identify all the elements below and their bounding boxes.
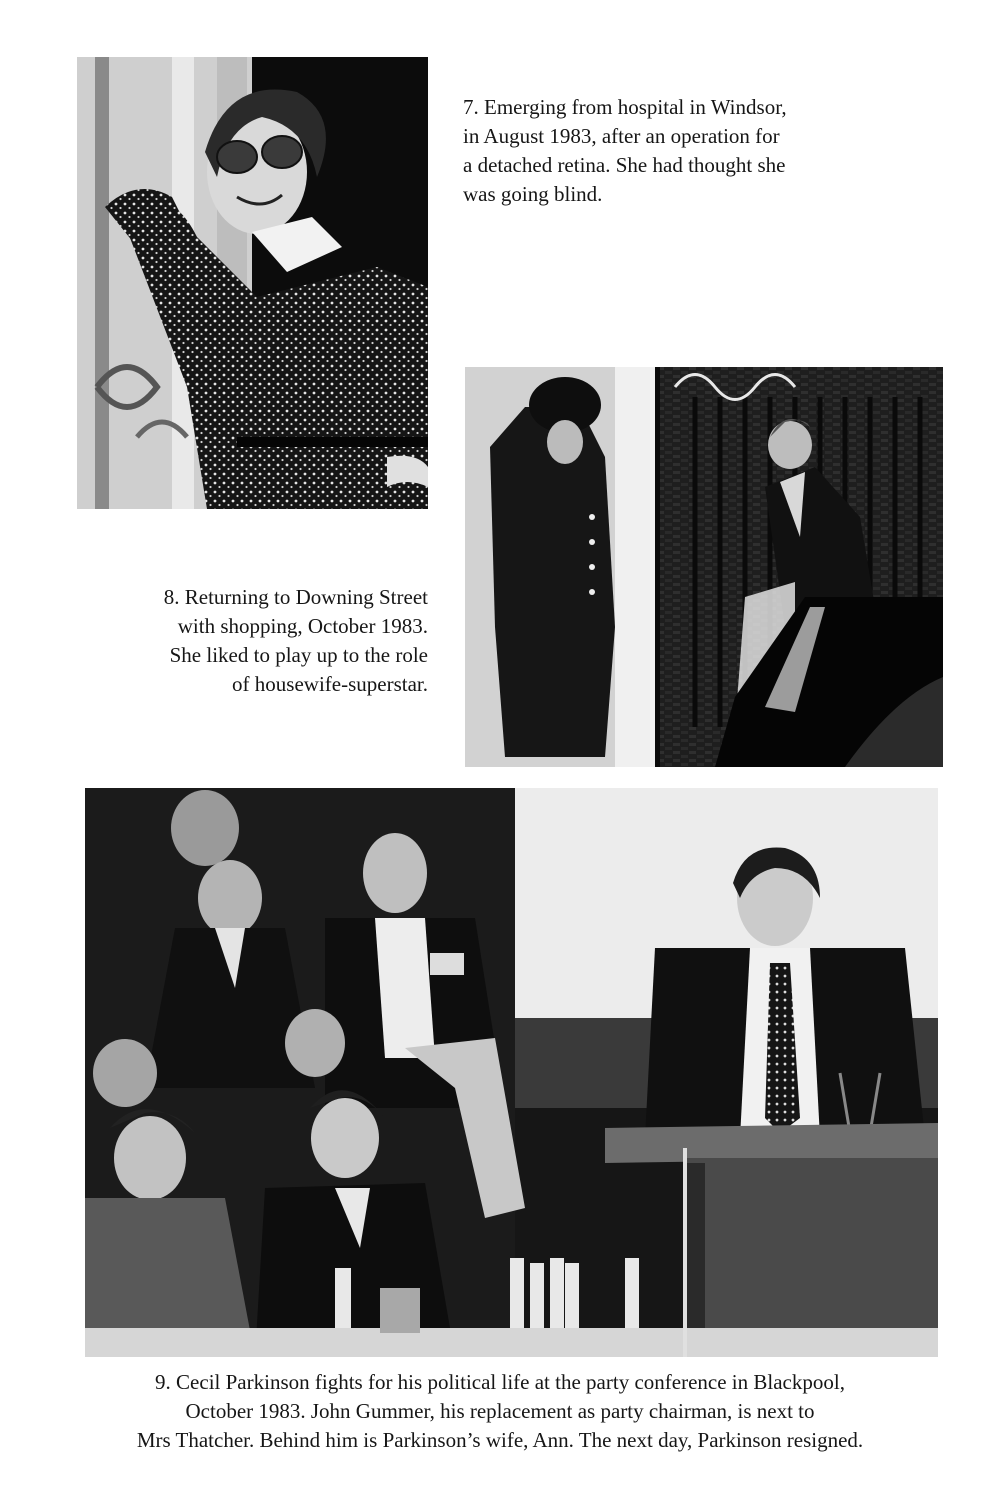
- caption-photo-7: [463, 93, 863, 209]
- caption-line: 9. Cecil Parkinson fights for his political life at the party conference in Blackpool,: [155, 1370, 845, 1394]
- caption-line: 8. Returning to Downing Street: [163, 585, 428, 609]
- caption-line: 7. Emerging from hospital in Windsor,: [463, 95, 787, 119]
- photo-downing-street-image: [465, 367, 943, 767]
- caption-line: with shopping, October 1983.: [177, 614, 428, 638]
- caption-line: of housewife-superstar.: [232, 672, 428, 696]
- caption-line: Mrs Thatcher. Behind him is Parkinson’s wife, Ann. The next day, Parkinson resigned.: [136, 1428, 864, 1452]
- caption-photo-9: [60, 1368, 940, 1455]
- photo-party-conference-image: [85, 788, 938, 1357]
- caption-line: October 1983. John Gummer, his replacement as party chairman, is next to: [185, 1399, 815, 1423]
- caption-line: in August 1983, after an operation for: [463, 124, 780, 148]
- caption-photo-8: [100, 583, 428, 699]
- caption-line: a detached retina. She had thought she: [463, 153, 786, 177]
- photo-downing-street: [465, 367, 943, 767]
- caption-line: was going blind.: [463, 182, 603, 206]
- caption-line: She liked to play up to the role: [169, 643, 428, 667]
- photo-party-conference: [85, 788, 938, 1357]
- photo-hospital-windsor: [77, 57, 428, 509]
- photo-hospital-windsor-image: [77, 57, 428, 509]
